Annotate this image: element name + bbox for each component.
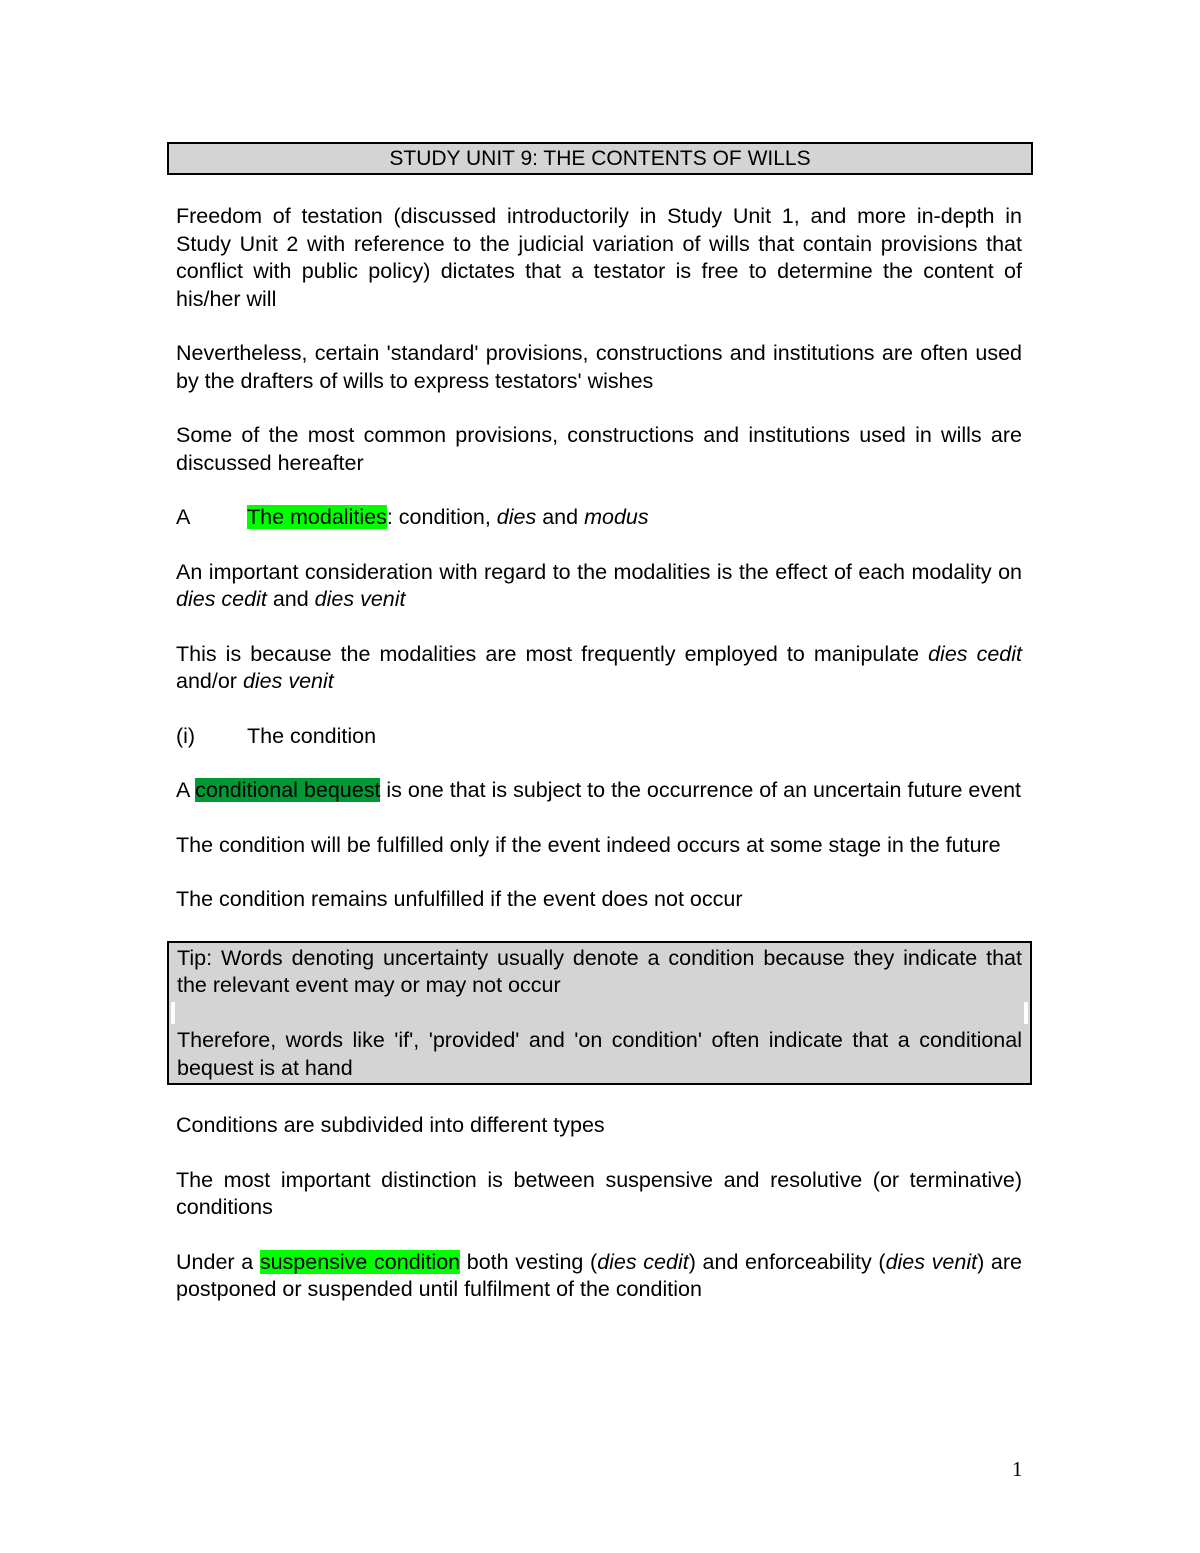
document-body	[176, 142, 1022, 1304]
tip-text-uncertainty: Tip: Words denoting uncertainty usually denote a condition because they indicate that the relevant event may or may not occur	[177, 945, 1022, 997]
term-modus: modus	[584, 505, 649, 529]
tip-notch-left	[171, 1002, 175, 1024]
section-marker: A	[176, 505, 191, 529]
paragraph-condition-unfulfilled: The condition remains unfulfilled if the event does not occur	[176, 887, 743, 911]
paragraph-common-provisions: Some of the most common provisions, constructions and institutions used in wills are discussed hereafter	[176, 423, 1022, 475]
term-dies-cedit: dies cedit	[597, 1249, 689, 1274]
paragraph-important-consideration: An important consideration with regard to the modalities is the effect of each modality on dies cedit and dies venit	[176, 559, 1022, 611]
subsection-marker: (i)	[176, 723, 196, 748]
paragraph-condition-fulfilled: The condition will be fulfilled only if the event indeed occurs at some stage in the future	[176, 832, 1001, 857]
paragraph-subdivided-types: Conditions are subdivided into different types	[176, 1113, 605, 1137]
tip-text-words-like: Therefore, words like 'if', 'provided' and 'on condition' often indicate that a conditional bequest is at hand	[177, 1028, 1022, 1080]
tip-box	[167, 941, 1032, 1086]
subsection-heading-text: The condition	[247, 723, 377, 748]
tip-notch-right	[1024, 1002, 1028, 1024]
term-dies-venit: dies venit	[242, 669, 334, 693]
paragraph-suspensive-condition: Under a suspensive condition both vesting (dies cedit) and enforceability (dies venit) are postponed or suspended until fulfilment of the condition	[176, 1249, 1022, 1301]
highlight-the-modalities: The modalities	[247, 505, 387, 529]
paragraph-conditional-bequest: A conditional bequest is one that is subject to the occurrence of an uncertain future event	[176, 778, 1022, 802]
page-title: STUDY UNIT 9: THE CONTENTS OF WILLS	[167, 142, 1033, 175]
term-dies-venit: dies venit	[885, 1249, 978, 1274]
term-dies-cedit: dies cedit	[928, 641, 1022, 666]
subsection-heading-condition	[176, 723, 1022, 751]
page-number: 1	[1012, 1457, 1023, 1481]
term-dies-cedit: dies cedit	[176, 587, 267, 611]
highlight-conditional-bequest: conditional bequest	[195, 778, 381, 802]
section-heading-modalities	[176, 504, 1022, 532]
tip-spacer	[177, 1000, 1022, 1028]
section-heading-text: The modalities: condition, dies and modus	[247, 505, 649, 529]
paragraph-important-distinction: The most important distinction is between suspensive and resolutive (or terminative) conditions	[176, 1167, 1022, 1219]
paragraph-manipulate: This is because the modalities are most frequently employed to manipulate dies cedit and/or dies venit	[176, 641, 1022, 693]
paragraph-freedom-of-testation: Freedom of testation (discussed introductorily in Study Unit 1, and more in-depth in Study Unit 2 with reference to the judicial variation of wills that contain provisions that conflict with public policy) dictates that a testator is free to determine the content of his/her will	[176, 204, 1022, 311]
term-dies-venit: dies venit	[314, 587, 406, 611]
term-dies: dies	[496, 505, 537, 529]
paragraph-standard-provisions: Nevertheless, certain 'standard' provisions, constructions and institutions are often used by the drafters of wills to express testators' wishes	[176, 341, 1022, 393]
highlight-suspensive-condition: suspensive condition	[259, 1249, 461, 1274]
